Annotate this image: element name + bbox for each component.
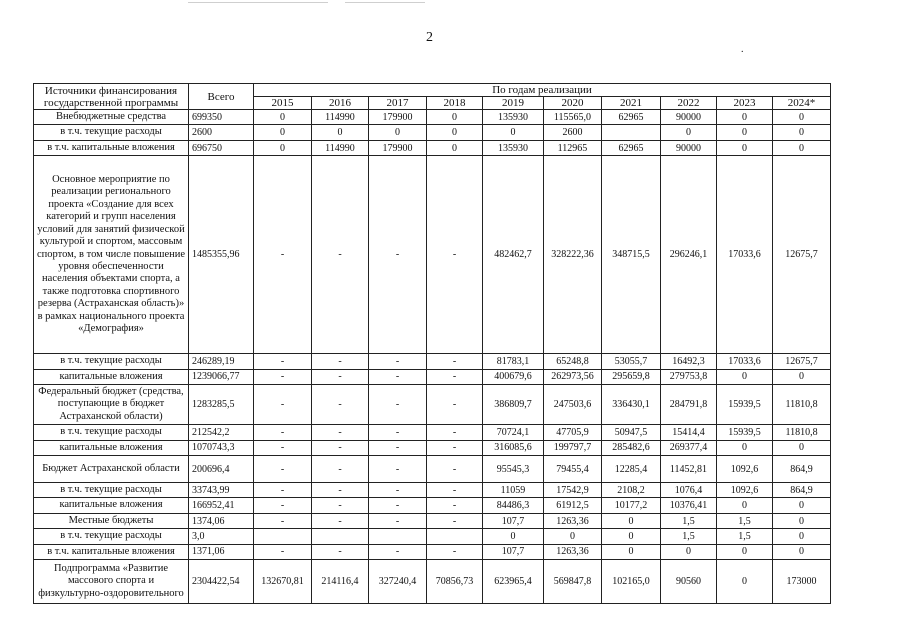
year-value-cell: 0 bbox=[602, 513, 661, 528]
row-source-label: Федеральный бюджет (средства, поступающие в бюджет Астраханской области) bbox=[34, 385, 189, 425]
year-value-cell: 199797,7 bbox=[544, 440, 602, 455]
table-row bbox=[34, 156, 831, 354]
year-value-cell: 0 bbox=[773, 498, 831, 513]
year-value-cell: 0 bbox=[427, 140, 483, 155]
year-value-cell: 1092,6 bbox=[717, 456, 773, 483]
year-value-cell: - bbox=[427, 354, 483, 369]
year-value-cell: - bbox=[369, 440, 427, 455]
page-number: 2 bbox=[426, 30, 433, 45]
table-row bbox=[34, 425, 831, 440]
year-value-cell: 0 bbox=[254, 110, 312, 125]
year-value-cell: 70856,73 bbox=[427, 560, 483, 604]
year-value-cell: 95545,3 bbox=[483, 456, 544, 483]
year-value-cell: 0 bbox=[717, 369, 773, 384]
row-source-label: Подпрограмма «Развитие массового спорта и физкультурно-оздоровительного bbox=[34, 560, 189, 604]
year-value-cell: - bbox=[254, 354, 312, 369]
year-value-cell: - bbox=[369, 156, 427, 354]
year-value-cell: 135930 bbox=[483, 140, 544, 155]
year-value-cell: - bbox=[254, 483, 312, 498]
year-value-cell: - bbox=[254, 513, 312, 528]
row-source-label: капитальные вложения bbox=[34, 498, 189, 513]
row-total: 699350 bbox=[189, 110, 254, 125]
year-value-cell: - bbox=[254, 385, 312, 425]
year-value-cell: 0 bbox=[661, 544, 717, 559]
header-year: 2017 bbox=[369, 97, 427, 110]
row-total: 1371,06 bbox=[189, 544, 254, 559]
row-source-label: в т.ч. капитальные вложения bbox=[34, 140, 189, 155]
header-by-years: По годам реализации bbox=[254, 84, 831, 97]
year-value-cell: 0 bbox=[717, 140, 773, 155]
year-value-cell: 90560 bbox=[661, 560, 717, 604]
year-value-cell: 0 bbox=[773, 369, 831, 384]
year-value-cell: 262973,56 bbox=[544, 369, 602, 384]
year-value-cell: 1092,6 bbox=[717, 483, 773, 498]
year-value-cell: - bbox=[312, 440, 369, 455]
year-value-cell: - bbox=[312, 498, 369, 513]
year-value-cell: 284791,8 bbox=[661, 385, 717, 425]
year-value-cell: - bbox=[312, 156, 369, 354]
table-row bbox=[34, 529, 831, 544]
year-value-cell: 328222,36 bbox=[544, 156, 602, 354]
row-total: 33743,99 bbox=[189, 483, 254, 498]
year-value-cell: 179900 bbox=[369, 140, 427, 155]
scan-edge-line bbox=[345, 2, 425, 3]
year-value-cell: - bbox=[427, 483, 483, 498]
row-source-label: капитальные вложения bbox=[34, 440, 189, 455]
year-value-cell: 11810,8 bbox=[773, 385, 831, 425]
header-year: 2016 bbox=[312, 97, 369, 110]
year-value-cell: 47705,9 bbox=[544, 425, 602, 440]
row-total: 1283285,5 bbox=[189, 385, 254, 425]
row-source-label: Основное мероприятие по реализации регионального проекта «Создание для всех категорий и групп населения условий для занятий физической культурой и спортом, массовым спортом, в том числе повышение уровня обеспеченности населения объектами спорта, а также подготовка спортивного резерва (Астраханская область)» в рамках национального проекта «Демография» bbox=[34, 156, 189, 354]
row-source-label: Местные бюджеты bbox=[34, 513, 189, 528]
year-value-cell: - bbox=[312, 544, 369, 559]
year-value-cell: 348715,5 bbox=[602, 156, 661, 354]
year-value-cell: 50947,5 bbox=[602, 425, 661, 440]
year-value-cell: - bbox=[369, 385, 427, 425]
year-value-cell: 15939,5 bbox=[717, 425, 773, 440]
year-value-cell: 135930 bbox=[483, 110, 544, 125]
table-row bbox=[34, 440, 831, 455]
year-value-cell: 0 bbox=[773, 440, 831, 455]
row-total: 696750 bbox=[189, 140, 254, 155]
year-value-cell: 0 bbox=[773, 125, 831, 140]
year-value-cell: 279753,8 bbox=[661, 369, 717, 384]
year-value-cell: - bbox=[427, 544, 483, 559]
year-value-cell: - bbox=[427, 385, 483, 425]
year-value-cell: 12675,7 bbox=[773, 156, 831, 354]
year-value-cell: 482462,7 bbox=[483, 156, 544, 354]
year-value-cell: 107,7 bbox=[483, 513, 544, 528]
year-value-cell: 0 bbox=[312, 125, 369, 140]
table-row bbox=[34, 456, 831, 483]
year-value-cell: 0 bbox=[717, 544, 773, 559]
year-value-cell: - bbox=[312, 456, 369, 483]
row-total: 1374,06 bbox=[189, 513, 254, 528]
year-value-cell: 269377,4 bbox=[661, 440, 717, 455]
year-value-cell: 0 bbox=[427, 125, 483, 140]
table-row bbox=[34, 110, 831, 125]
year-value-cell: 12285,4 bbox=[602, 456, 661, 483]
year-value-cell: 90000 bbox=[661, 140, 717, 155]
year-value-cell: 114990 bbox=[312, 140, 369, 155]
year-value-cell: - bbox=[427, 498, 483, 513]
year-value-cell: - bbox=[427, 440, 483, 455]
year-value-cell: 84486,3 bbox=[483, 498, 544, 513]
year-value-cell: - bbox=[427, 456, 483, 483]
year-value-cell: 17033,6 bbox=[717, 354, 773, 369]
year-value-cell: 285482,6 bbox=[602, 440, 661, 455]
year-value-cell: 1,5 bbox=[717, 513, 773, 528]
year-value-cell: - bbox=[254, 456, 312, 483]
year-value-cell: 2108,2 bbox=[602, 483, 661, 498]
year-value-cell: - bbox=[369, 513, 427, 528]
table-row bbox=[34, 560, 831, 604]
year-value-cell: 400679,6 bbox=[483, 369, 544, 384]
year-value-cell: - bbox=[369, 544, 427, 559]
row-source-label: Бюджет Астраханской области bbox=[34, 456, 189, 483]
header-year: 2021 bbox=[602, 97, 661, 110]
header-total: Всего bbox=[189, 84, 254, 110]
year-value-cell: - bbox=[254, 369, 312, 384]
year-value-cell: 386809,7 bbox=[483, 385, 544, 425]
year-value-cell: 62965 bbox=[602, 140, 661, 155]
year-value-cell: 0 bbox=[717, 498, 773, 513]
year-value-cell: 316085,6 bbox=[483, 440, 544, 455]
year-value-cell bbox=[254, 529, 312, 544]
year-value-cell: 61912,5 bbox=[544, 498, 602, 513]
row-source-label: в т.ч. текущие расходы bbox=[34, 529, 189, 544]
year-value-cell: 864,9 bbox=[773, 483, 831, 498]
year-value-cell: - bbox=[369, 369, 427, 384]
year-value-cell: 0 bbox=[773, 140, 831, 155]
year-value-cell: 17542,9 bbox=[544, 483, 602, 498]
year-value-cell: 296246,1 bbox=[661, 156, 717, 354]
row-source-label: в т.ч. текущие расходы bbox=[34, 354, 189, 369]
row-source-label: в т.ч. текущие расходы bbox=[34, 125, 189, 140]
row-total: 1239066,77 bbox=[189, 369, 254, 384]
year-value-cell: 12675,7 bbox=[773, 354, 831, 369]
header-year: 2015 bbox=[254, 97, 312, 110]
year-value-cell: 0 bbox=[483, 529, 544, 544]
year-value-cell: 11452,81 bbox=[661, 456, 717, 483]
header-year: 2020 bbox=[544, 97, 602, 110]
year-value-cell: 115565,0 bbox=[544, 110, 602, 125]
row-total: 2600 bbox=[189, 125, 254, 140]
year-value-cell: 0 bbox=[483, 125, 544, 140]
scan-edge-line bbox=[188, 2, 328, 3]
year-value-cell: 0 bbox=[773, 544, 831, 559]
row-total: 1485355,96 bbox=[189, 156, 254, 354]
year-value-cell: - bbox=[369, 354, 427, 369]
year-value-cell: 90000 bbox=[661, 110, 717, 125]
year-value-cell: 0 bbox=[773, 529, 831, 544]
header-row-top bbox=[34, 84, 831, 97]
year-value-cell: 1263,36 bbox=[544, 513, 602, 528]
table-row bbox=[34, 125, 831, 140]
year-value-cell: - bbox=[427, 156, 483, 354]
year-value-cell: - bbox=[254, 498, 312, 513]
year-value-cell: 102165,0 bbox=[602, 560, 661, 604]
header-source: Источники финансирования государственной программы bbox=[34, 84, 189, 110]
year-value-cell: - bbox=[254, 440, 312, 455]
year-value-cell: - bbox=[427, 513, 483, 528]
header-year: 2019 bbox=[483, 97, 544, 110]
year-value-cell: 70724,1 bbox=[483, 425, 544, 440]
year-value-cell: 0 bbox=[773, 513, 831, 528]
year-value-cell: 65248,8 bbox=[544, 354, 602, 369]
row-source-label: в т.ч. текущие расходы bbox=[34, 483, 189, 498]
row-total: 246289,19 bbox=[189, 354, 254, 369]
year-value-cell: 107,7 bbox=[483, 544, 544, 559]
year-value-cell: 62965 bbox=[602, 110, 661, 125]
year-value-cell: - bbox=[369, 483, 427, 498]
year-value-cell bbox=[312, 529, 369, 544]
row-source-label: капитальные вложения bbox=[34, 369, 189, 384]
header-year: 2023 bbox=[717, 97, 773, 110]
header-year: 2018 bbox=[427, 97, 483, 110]
year-value-cell: 2600 bbox=[544, 125, 602, 140]
year-value-cell: 247503,6 bbox=[544, 385, 602, 425]
row-total: 3,0 bbox=[189, 529, 254, 544]
year-value-cell: 15939,5 bbox=[717, 385, 773, 425]
table-row bbox=[34, 385, 831, 425]
year-value-cell: - bbox=[369, 498, 427, 513]
year-value-cell: 1,5 bbox=[661, 529, 717, 544]
year-value-cell: 0 bbox=[717, 560, 773, 604]
financing-table bbox=[33, 83, 831, 604]
year-value-cell: 214116,4 bbox=[312, 560, 369, 604]
year-value-cell: 10376,41 bbox=[661, 498, 717, 513]
year-value-cell bbox=[602, 125, 661, 140]
year-value-cell: 327240,4 bbox=[369, 560, 427, 604]
year-value-cell: 295659,8 bbox=[602, 369, 661, 384]
year-value-cell: 10177,2 bbox=[602, 498, 661, 513]
year-value-cell: 0 bbox=[369, 125, 427, 140]
year-value-cell: 0 bbox=[254, 125, 312, 140]
year-value-cell: 1263,36 bbox=[544, 544, 602, 559]
year-value-cell: 15414,4 bbox=[661, 425, 717, 440]
year-value-cell: 1,5 bbox=[661, 513, 717, 528]
year-value-cell: 0 bbox=[717, 125, 773, 140]
year-value-cell: 336430,1 bbox=[602, 385, 661, 425]
year-value-cell: - bbox=[427, 369, 483, 384]
year-value-cell: - bbox=[254, 425, 312, 440]
year-value-cell: 79455,4 bbox=[544, 456, 602, 483]
year-value-cell: 0 bbox=[602, 544, 661, 559]
table-row bbox=[34, 369, 831, 384]
year-value-cell: 81783,1 bbox=[483, 354, 544, 369]
table-row bbox=[34, 544, 831, 559]
year-value-cell: - bbox=[427, 425, 483, 440]
table-row bbox=[34, 140, 831, 155]
year-value-cell: - bbox=[312, 513, 369, 528]
year-value-cell: 0 bbox=[717, 440, 773, 455]
row-source-label: Внебюджетные средства bbox=[34, 110, 189, 125]
year-value-cell: 112965 bbox=[544, 140, 602, 155]
table-row bbox=[34, 498, 831, 513]
year-value-cell: 0 bbox=[661, 125, 717, 140]
year-value-cell: 0 bbox=[773, 110, 831, 125]
row-total: 212542,2 bbox=[189, 425, 254, 440]
year-value-cell: 1076,4 bbox=[661, 483, 717, 498]
year-value-cell: 114990 bbox=[312, 110, 369, 125]
year-value-cell bbox=[427, 529, 483, 544]
year-value-cell: 1,5 bbox=[717, 529, 773, 544]
year-value-cell bbox=[369, 529, 427, 544]
year-value-cell: 16492,3 bbox=[661, 354, 717, 369]
year-value-cell: - bbox=[312, 369, 369, 384]
stray-dot: . bbox=[741, 44, 744, 55]
table-row bbox=[34, 513, 831, 528]
year-value-cell: - bbox=[312, 483, 369, 498]
year-value-cell: - bbox=[369, 456, 427, 483]
row-source-label: в т.ч. капитальные вложения bbox=[34, 544, 189, 559]
year-value-cell: - bbox=[369, 425, 427, 440]
year-value-cell: 11059 bbox=[483, 483, 544, 498]
year-value-cell: 179900 bbox=[369, 110, 427, 125]
year-value-cell: 53055,7 bbox=[602, 354, 661, 369]
table-row bbox=[34, 354, 831, 369]
year-value-cell: 569847,8 bbox=[544, 560, 602, 604]
table-row bbox=[34, 483, 831, 498]
year-value-cell: 11810,8 bbox=[773, 425, 831, 440]
year-value-cell: - bbox=[312, 425, 369, 440]
row-total: 2304422,54 bbox=[189, 560, 254, 604]
year-value-cell: 864,9 bbox=[773, 456, 831, 483]
year-value-cell: 0 bbox=[544, 529, 602, 544]
row-total: 200696,4 bbox=[189, 456, 254, 483]
header-year: 2022 bbox=[661, 97, 717, 110]
year-value-cell: 132670,81 bbox=[254, 560, 312, 604]
year-value-cell: 0 bbox=[717, 110, 773, 125]
year-value-cell: 0 bbox=[602, 529, 661, 544]
year-value-cell: - bbox=[312, 385, 369, 425]
year-value-cell: 623965,4 bbox=[483, 560, 544, 604]
year-value-cell: 173000 bbox=[773, 560, 831, 604]
year-value-cell: - bbox=[254, 156, 312, 354]
header-year: 2024* bbox=[773, 97, 831, 110]
year-value-cell: 17033,6 bbox=[717, 156, 773, 354]
year-value-cell: - bbox=[254, 544, 312, 559]
row-total: 166952,41 bbox=[189, 498, 254, 513]
row-total: 1070743,3 bbox=[189, 440, 254, 455]
row-source-label: в т.ч. текущие расходы bbox=[34, 425, 189, 440]
year-value-cell: - bbox=[312, 354, 369, 369]
year-value-cell: 0 bbox=[254, 140, 312, 155]
year-value-cell: 0 bbox=[427, 110, 483, 125]
